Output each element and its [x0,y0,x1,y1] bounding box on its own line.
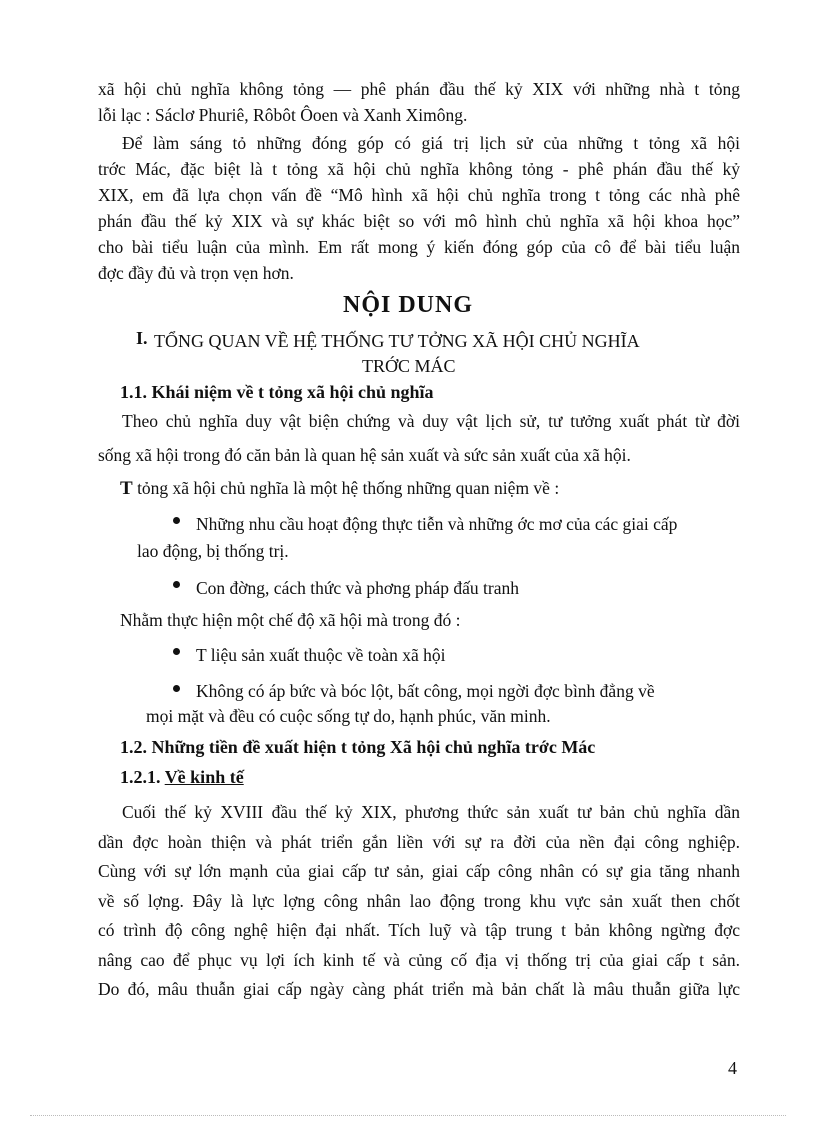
part-title-line1: TỔNG QUAN VỀ HỆ THỐNG TƯ TỞNG XÃ HỘI CHỦ NGHĨA [154,331,640,351]
heading-title: Về kinh tế [164,767,244,787]
motivation-paragraph [98,130,740,286]
text-line: XIX, em đã lựa chọn vấn đề “Mô hình xã hội chủ nghĩa trong t tỏng các nhà phê [98,185,740,205]
bullet-text: T liệu sản xuất thuộc về toàn xã hội [196,645,446,665]
heading-1-1: 1.1. Khái niệm về t tỏng xã hội chủ nghĩa [120,382,434,402]
text-line: phán đầu thế kỷ XIX và sự khác biệt so với mô hình chủ nghĩa xã hội khoa học” [98,211,740,231]
definition-lead: T [120,478,133,499]
definition-line [120,478,559,500]
bullet-icon [173,648,180,655]
text-line: có trình độ công nghệ hiện đại nhất. Tích luỹ và tập trung t bản không ngừng đợc [98,920,740,940]
text-line: xã hội chủ nghĩa không tỏng — phê phán đầu thế kỷ XIX với những nhà t tỏng [98,79,740,99]
bullet-icon [173,517,180,524]
bullet-icon [173,685,180,692]
text-line: sống xã hội trong đó căn bản là quan hệ sản xuất và sức sản xuất của xã hội. [98,445,631,465]
text-line: Theo chủ nghĩa duy vật biện chứng và duy vật lịch sử, tư tưởng xuất phát từ đời [122,411,740,431]
section-title: NỘI DUNG [342,292,473,318]
text-line: trớc Mác, đặc biệt là t tỏng xã hội chủ nghĩa không tỏng - phê phán đầu thế kỷ [98,159,740,179]
bullet-text-cont: mọi mặt và đều có cuộc sống tự do, hạnh phúc, văn minh. [146,706,551,726]
heading-number: 1.2.1. [120,767,161,787]
bullet-icon [173,581,180,588]
text-line: cho bài tiểu luận của mình. Em rất mong ý kiến đóng góp của cô để bài tiểu luận [98,237,740,257]
text-line: đợc đầy đủ và trọn vẹn hơn. [98,263,294,283]
intro-paragraph [98,76,740,128]
text-line: Cùng với sự lớn mạnh của giai cấp tư sản, giai cấp công nhân có sự gia tăng nhanh [98,861,740,881]
text-line: Do đó, mâu thuẫn giai cấp ngày càng phát triển mà bản chất là mâu thuẫn giữa lực [98,979,740,999]
text-line: về số lợng. Đây là lực lợng công nhân lao động trong khu vực sản xuất then chốt [98,890,740,911]
text-line: lỗi lạc : Sáclơ Phuriê, Rôbôt Ôoen và Xanh Ximông. [98,105,468,125]
part-title-line2: TRỚC MÁC [362,356,456,376]
bullet-text-cont: lao động, bị thống trị. [137,541,289,561]
text-line: Để làm sáng tỏ những đóng góp có giá trị lịch sử của những t tỏng xã hội [122,133,740,153]
paragraph-1-1 [98,408,740,468]
definition-text: tỏng xã hội chủ nghĩa là một hệ thống những quan niệm về : [132,478,560,498]
text-line: nâng cao để phục vụ lợi ích kinh tế và củng cố địa vị thống trị của giai cấp t sản. [98,949,740,970]
heading-1-2: 1.2. Những tiền đề xuất hiện t tỏng Xã hội chủ nghĩa trớc Mác [120,737,596,757]
paragraph-1-2-1 [98,798,740,1005]
text-line: dần đợc hoàn thiện và phát triển gắn liền với sự ra đời của nền đại công nghiệp. [98,831,740,852]
bullet-text: Không có áp bức và bóc lột, bất công, mọi ngời đợc bình đẳng về [196,681,655,701]
heading-1-2-1 [120,767,244,788]
page-number: 4 [728,1058,737,1078]
aim-line: Nhằm thực hiện một chế độ xã hội mà trong đó : [120,610,461,630]
bullet-text: Con đờng, cách thức và phơng pháp đấu tranh [196,578,519,598]
part-number: I. [136,328,148,348]
page-bottom-divider [30,1115,786,1116]
bullet-text: Những nhu cầu hoạt động thực tiễn và những ớc mơ của các giai cấp [196,514,678,534]
text-line: Cuối thế kỷ XVIII đầu thế kỷ XIX, phương thức sản xuất tư bản chủ nghĩa dần [122,802,740,822]
